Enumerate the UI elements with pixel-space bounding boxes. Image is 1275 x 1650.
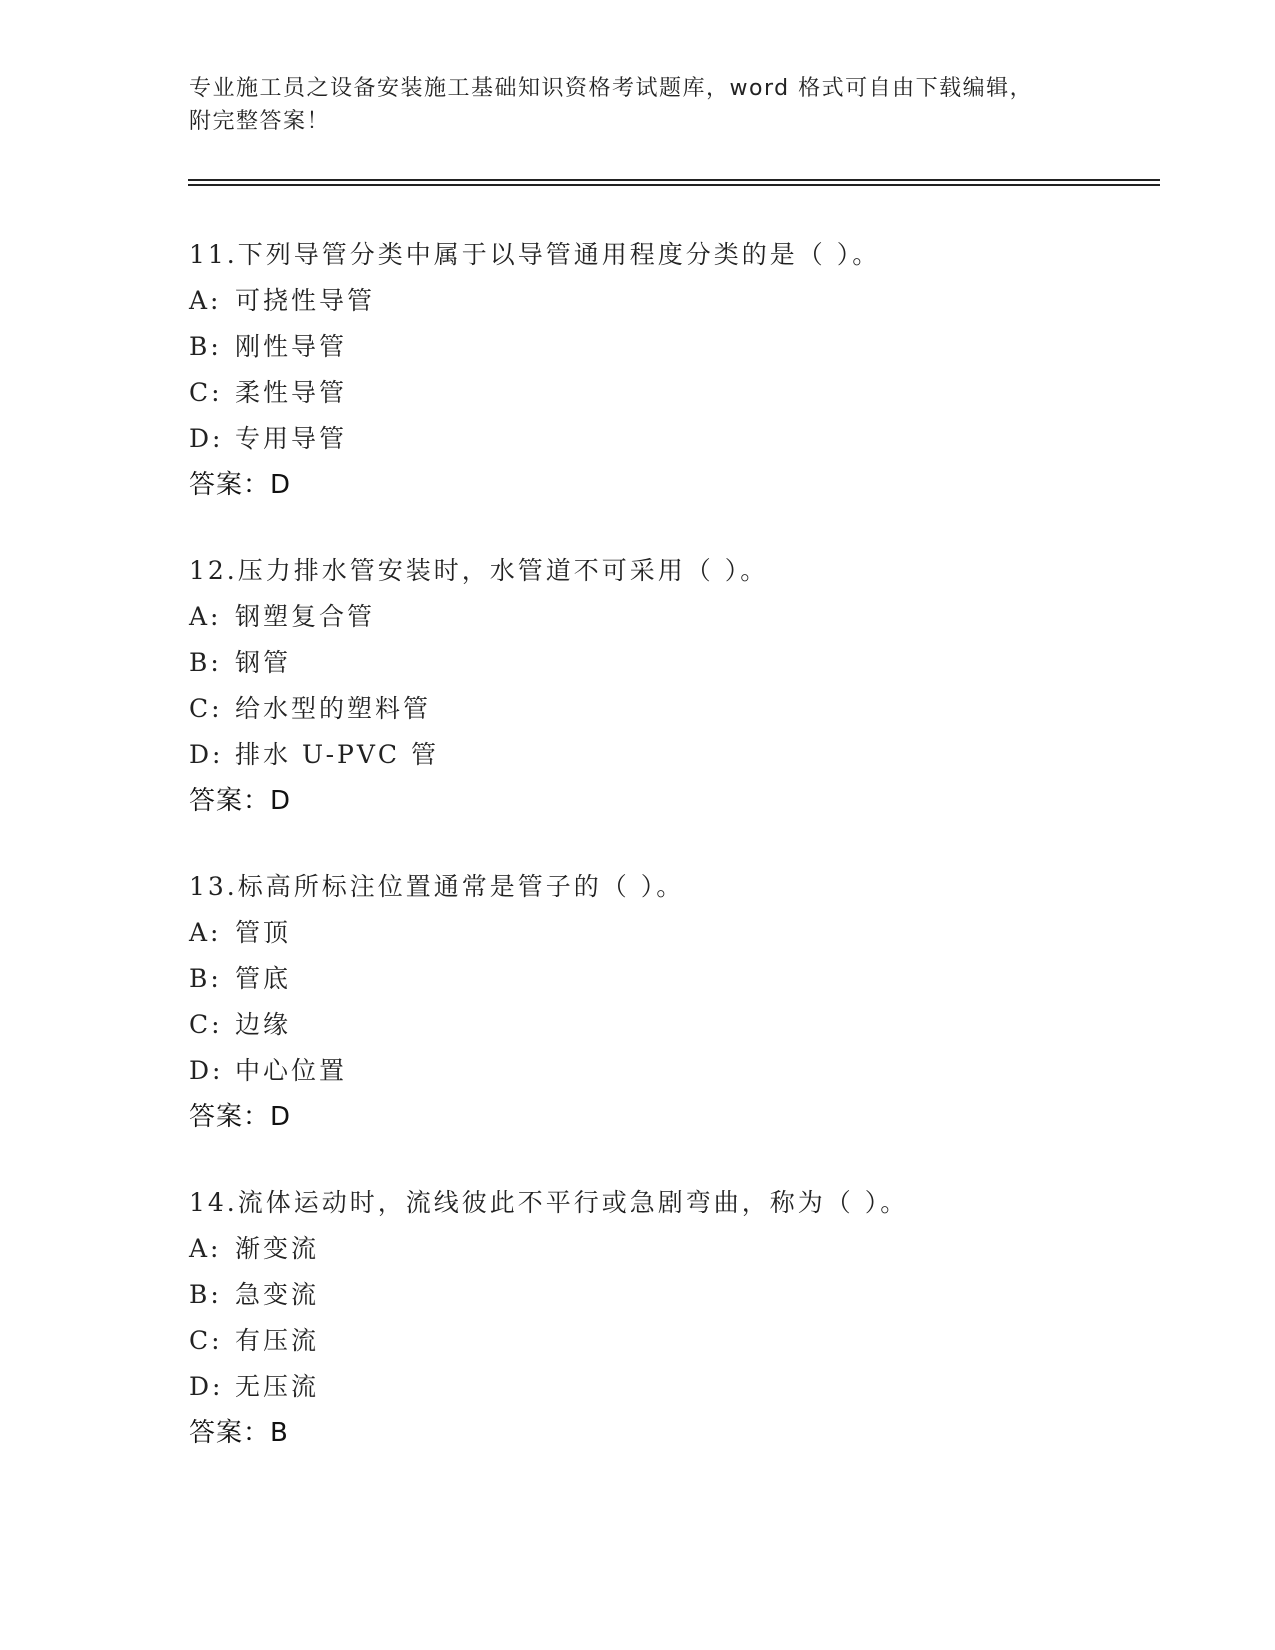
option-letter: C: bbox=[189, 1010, 223, 1039]
option-c bbox=[189, 370, 1169, 416]
option-text: 渐变流 bbox=[235, 1234, 320, 1263]
answer-line: 答案：D bbox=[189, 786, 292, 816]
header-line-1: 专业施工员之设备安装施工基础知识资格考试题库，word 格式可自由下载编辑， bbox=[189, 76, 1034, 101]
option-a bbox=[189, 594, 1169, 640]
option-text: 给水型的塑料管 bbox=[235, 694, 432, 723]
question-stem: 12.压力排水管安装时，水管道不可采用（ ）。 bbox=[189, 556, 769, 585]
option-letter: A: bbox=[189, 602, 222, 631]
option-d bbox=[189, 732, 1169, 778]
option-c bbox=[189, 1318, 1169, 1364]
option-text: 排水 U-PVC 管 bbox=[235, 740, 439, 769]
option-d bbox=[189, 1048, 1169, 1094]
option-text: 管底 bbox=[235, 964, 292, 993]
option-text: 中心位置 bbox=[235, 1056, 348, 1085]
option-text: 钢管 bbox=[235, 648, 292, 677]
option-text: 专用导管 bbox=[235, 424, 348, 453]
option-text: 无压流 bbox=[235, 1372, 320, 1401]
option-letter: B: bbox=[189, 648, 222, 677]
answer-line: 答案：D bbox=[189, 470, 292, 500]
option-text: 边缘 bbox=[235, 1010, 292, 1039]
option-letter: C: bbox=[189, 694, 223, 723]
header-divider-top bbox=[188, 179, 1160, 181]
option-text: 急变流 bbox=[235, 1280, 320, 1309]
question-11 bbox=[189, 232, 1169, 508]
option-letter: A: bbox=[189, 918, 222, 947]
option-text: 柔性导管 bbox=[235, 378, 348, 407]
answer-line: 答案：B bbox=[189, 1418, 289, 1448]
option-text: 刚性导管 bbox=[235, 332, 348, 361]
header-divider-bottom bbox=[188, 184, 1160, 186]
question-stem: 13.标高所标注位置通常是管子的（ ）。 bbox=[189, 872, 685, 901]
option-a bbox=[189, 278, 1169, 324]
question-stem: 14.流体运动时，流线彼此不平行或急剧弯曲，称为（ ）。 bbox=[189, 1188, 909, 1217]
option-text: 可挠性导管 bbox=[235, 286, 376, 315]
option-d bbox=[189, 416, 1169, 462]
option-text: 有压流 bbox=[235, 1326, 320, 1355]
option-letter: A: bbox=[189, 286, 222, 315]
option-text: 钢塑复合管 bbox=[235, 602, 376, 631]
option-letter: D: bbox=[189, 1056, 224, 1085]
option-b bbox=[189, 1272, 1169, 1318]
question-stem: 11.下列导管分类中属于以导管通用程度分类的是（ ）。 bbox=[189, 240, 881, 269]
question-13 bbox=[189, 864, 1169, 1140]
option-letter: A: bbox=[189, 1234, 222, 1263]
option-c bbox=[189, 1002, 1169, 1048]
option-letter: C: bbox=[189, 378, 223, 407]
option-letter: B: bbox=[189, 1280, 222, 1309]
option-letter: D: bbox=[189, 1372, 224, 1401]
question-12 bbox=[189, 548, 1169, 824]
option-letter: D: bbox=[189, 740, 224, 769]
option-letter: B: bbox=[189, 964, 222, 993]
option-letter: B: bbox=[189, 332, 222, 361]
option-a bbox=[189, 910, 1169, 956]
option-text: 管顶 bbox=[235, 918, 292, 947]
option-a bbox=[189, 1226, 1169, 1272]
option-d bbox=[189, 1364, 1169, 1410]
option-b bbox=[189, 640, 1169, 686]
option-b bbox=[189, 956, 1169, 1002]
header-line-2: 附完整答案！ bbox=[189, 109, 331, 134]
document-header bbox=[189, 72, 1089, 138]
answer-line: 答案：D bbox=[189, 1102, 292, 1132]
option-letter: C: bbox=[189, 1326, 223, 1355]
option-b bbox=[189, 324, 1169, 370]
question-list bbox=[189, 232, 1169, 1496]
question-14 bbox=[189, 1180, 1169, 1456]
option-c bbox=[189, 686, 1169, 732]
option-letter: D: bbox=[189, 424, 224, 453]
